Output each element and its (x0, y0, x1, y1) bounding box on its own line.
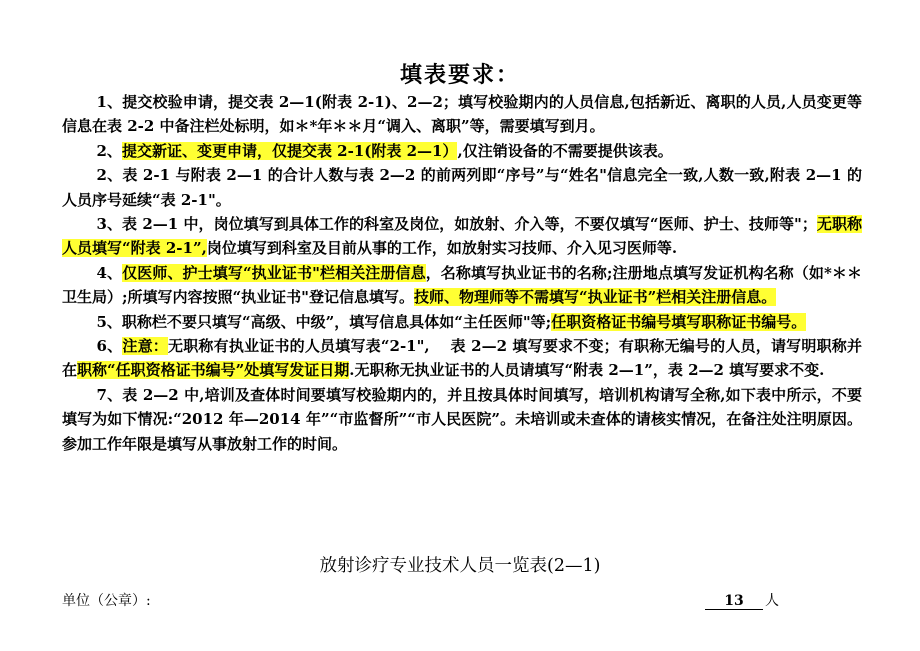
instruction-3-highlight: 无职称人员填写“附表 2-1”, (62, 215, 862, 258)
instruction-6-middle: 无职称有执业证书的人员填写表“2-1", 表 2—2 填写要求不变；有职称无编号的人员，请写明职称并在 (62, 337, 862, 380)
instruction-5-highlight: 任职资格证书编号填写职称证书编号。 (551, 312, 807, 331)
instruction-2-suffix: ,仅注销设备的不需要提供该表。 (457, 141, 673, 160)
instruction-4-highlight-2: 技师、物理师等不需填写“执业证书”栏相关注册信息。 (413, 288, 777, 307)
instruction-6-highlight-1: 注意： (122, 337, 168, 356)
instruction-4 (62, 261, 862, 310)
instruction-4-middle: ，名称填写执业证书的名称;注册地点填写发证机构名称（如*＊＊卫生局）;所填写内容按照“执业证书"登记信息填写。 (62, 263, 862, 307)
instruction-5 (62, 310, 862, 334)
instruction-2b: 2、表 2-1 与附表 2—1 的合计人数与表 2—2 的前两列即“序号”与“姓名"信息完全一致,人数一致,附表 2—1 的人员序号延续“表 2-1"。 (62, 166, 862, 209)
staff-count (705, 590, 779, 610)
instructions-body (62, 90, 862, 456)
instruction-6-suffix: .无职称无执业证书的人员请填写“附表 2—1”，表 2—2 填写要求不变. (349, 361, 825, 380)
page-title: 填表要求： (399, 62, 520, 88)
staff-count-value: 13 (705, 593, 763, 610)
staff-count-unit: 人 (765, 593, 779, 609)
instruction-1: 1、提交校验申请，提交表 2—1(附表 2-1)、2—2；填写校验期内的人员信息,包括新近、离职的人员,人员变更等信息在表 2-2 中备注栏处标明，如＊*年＊＊月“调入、离职”等，需要填写到月。 (62, 93, 862, 136)
instruction-4-highlight-1: 仅医师、护士填写“执业证书"栏相关注册信息 (122, 263, 426, 282)
instruction-3-prefix: 3、表 2—1 中，岗位填写到具体工作的科室及岗位，如放射、介入等，不要仅填写“医师、护士、技师等"； (96, 215, 817, 234)
instruction-6 (62, 334, 862, 383)
instruction-6-prefix: 6、 (96, 337, 123, 356)
instruction-3-suffix: 岗位填写到科室及目前从事的工作，如放射实习技师、介入见习医师等. (206, 239, 678, 258)
instruction-5-prefix: 5、职称栏不要只填写“高级、中级”，填写信息具体如“主任医师"等; (96, 312, 552, 331)
instruction-2 (62, 139, 862, 163)
unit-seal-label: 单位（公章）: (62, 593, 151, 609)
instruction-3 (62, 212, 862, 261)
table-title: 放射诊疗专业技术人员一览表(2—1) (319, 556, 601, 576)
instruction-6-highlight-2: 职称“任职资格证书编号”处填写发证日期 (77, 361, 350, 380)
instruction-4-prefix: 4、 (96, 263, 123, 282)
instruction-7: 7、表 2—2 中,培训及查体时间要填写校验期内的，并且按具体时间填写，培训机构请写全称,如下表中所示，不要填写为如下情况:“2012 年—2014 年”“市监督所”“市人民医院”。未培训或未查体的请核实情况，在备注处注明原因。参加工作年限是填写从事放射工作的时间。 (62, 385, 862, 453)
instruction-2-highlight: 提交新证、变更申请，仅提交表 2-1(附表 2—1） (121, 141, 458, 160)
instruction-2-prefix: 2、 (96, 141, 122, 160)
